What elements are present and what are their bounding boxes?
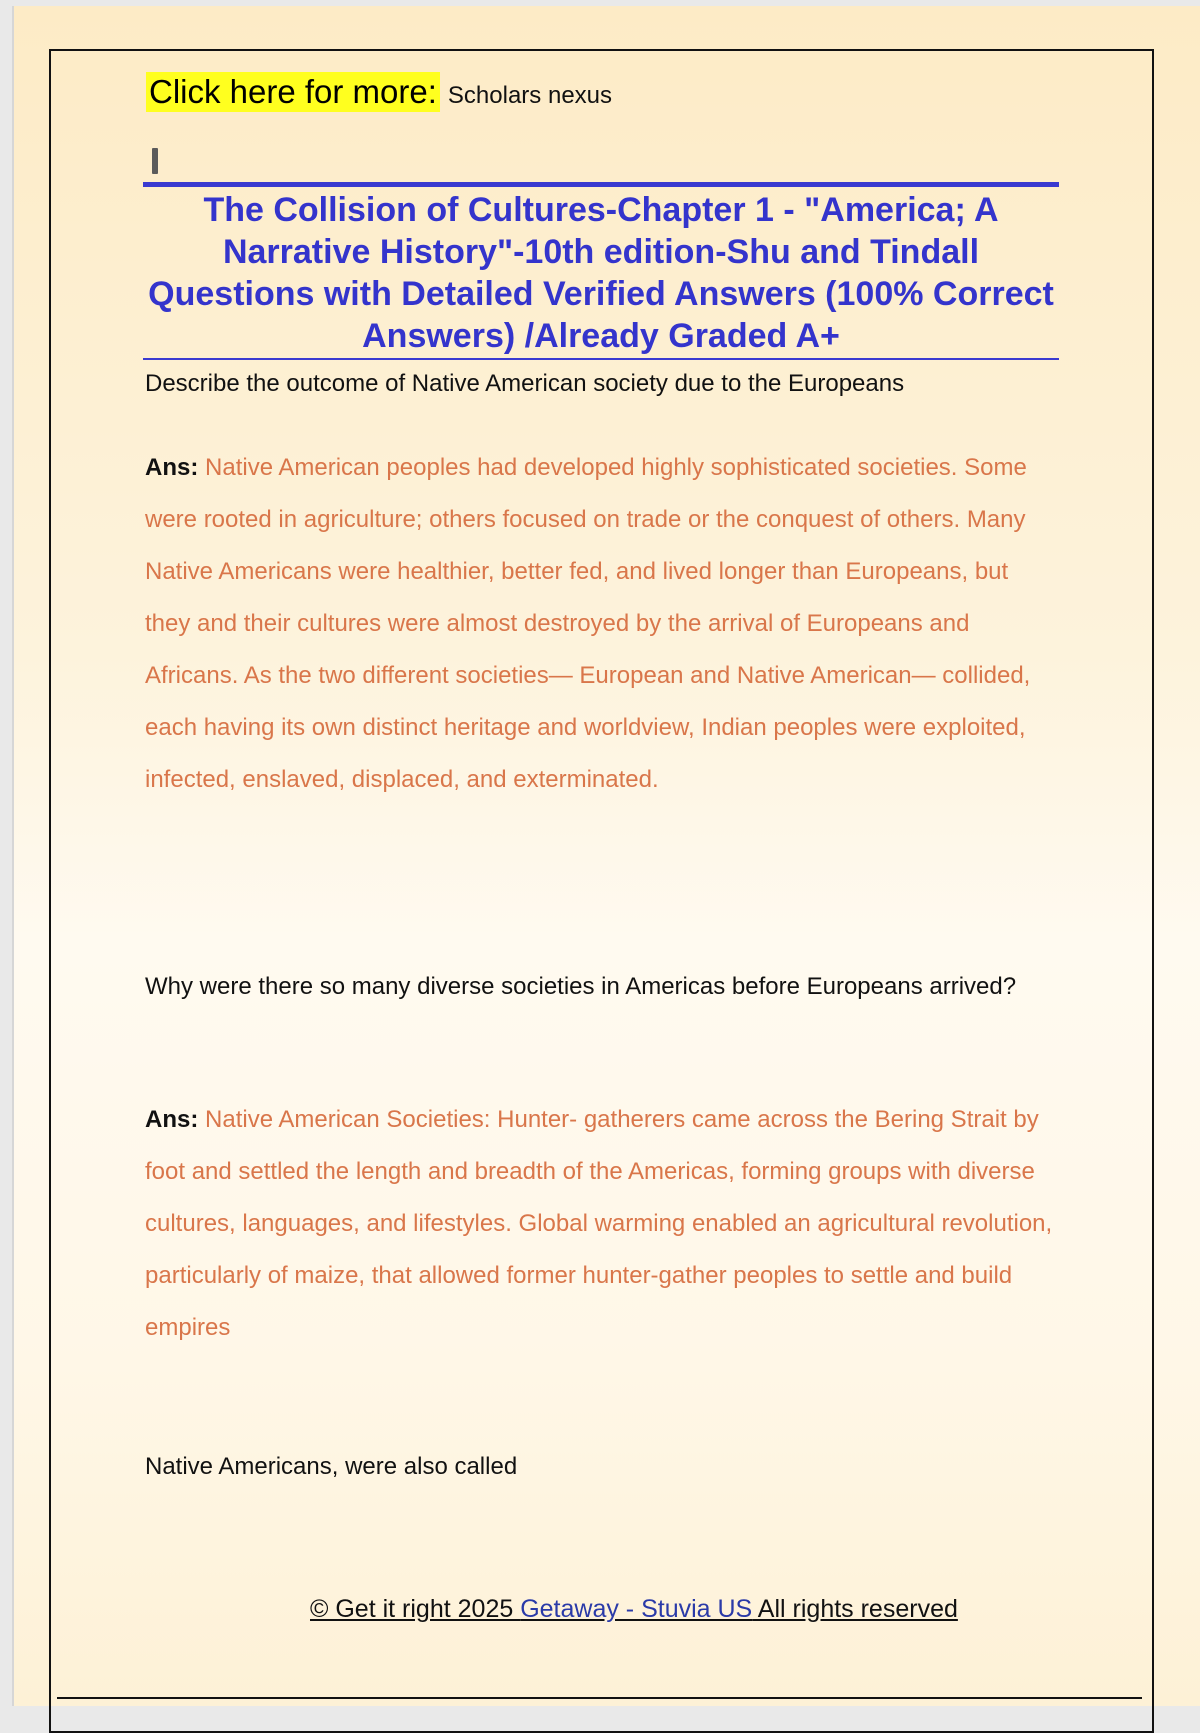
question-3: Native Americans, were also called [145, 1453, 518, 1480]
promo-banner [146, 72, 612, 112]
bottom-divider [57, 1697, 1142, 1699]
answer-1 [145, 442, 1060, 806]
site-name: Scholars nexus [447, 82, 613, 109]
answer-2 [145, 1094, 1060, 1354]
question-2: Why were there so many diverse societies in Americas before Europeans arrived? [145, 973, 1017, 1000]
answer-1-text: Native American peoples had developed highly sophisticated societies. Some were rooted in agriculture; others focused on trade or the conquest of others. Many Native Americans were healthier, better fed, and lived longer than Europeans, but they and their cultures were almost destroyed by the arrival of Europeans and Africans. As the two different societies— European and Native American— collided, each having its own distinct heritage and worldview, Indian peoples were exploited, infected, enslaved, displaced, and exterminated. [145, 454, 1031, 793]
answer-2-label: Ans: [145, 1106, 199, 1133]
title-rule-top [143, 182, 1059, 187]
footer-store-link[interactable]: Getaway - Stuvia US [520, 1595, 753, 1623]
document-title: The Collision of Cultures-Chapter 1 - "America; A Narrative History"-10th edition-Shu and Tindall Questions with Detailed Verified Answers (100% Correct Answers) /Already Graded A+ [148, 191, 1054, 355]
title-rule-bottom [143, 358, 1059, 360]
text-cursor-icon [152, 148, 158, 174]
footer [310, 1595, 958, 1624]
question-1: Describe the outcome of Native American society due to the Europeans [145, 370, 905, 397]
footer-copyright: © Get it right 2025 [310, 1595, 521, 1623]
click-for-more-link[interactable]: Click here for more: [146, 72, 440, 112]
footer-rights: All rights reserved [752, 1595, 958, 1623]
answer-1-label: Ans: [145, 454, 199, 481]
answer-2-text: Native American Societies: Hunter- gatherers came across the Bering Strait by foot and settled the length and breadth of the Americas, forming groups with diverse cultures, languages, and lifestyles. Global warming enabled an agricultural revolution, particularly of maize, that allowed former hunter-gather peoples to settle and build empires [145, 1106, 1053, 1341]
